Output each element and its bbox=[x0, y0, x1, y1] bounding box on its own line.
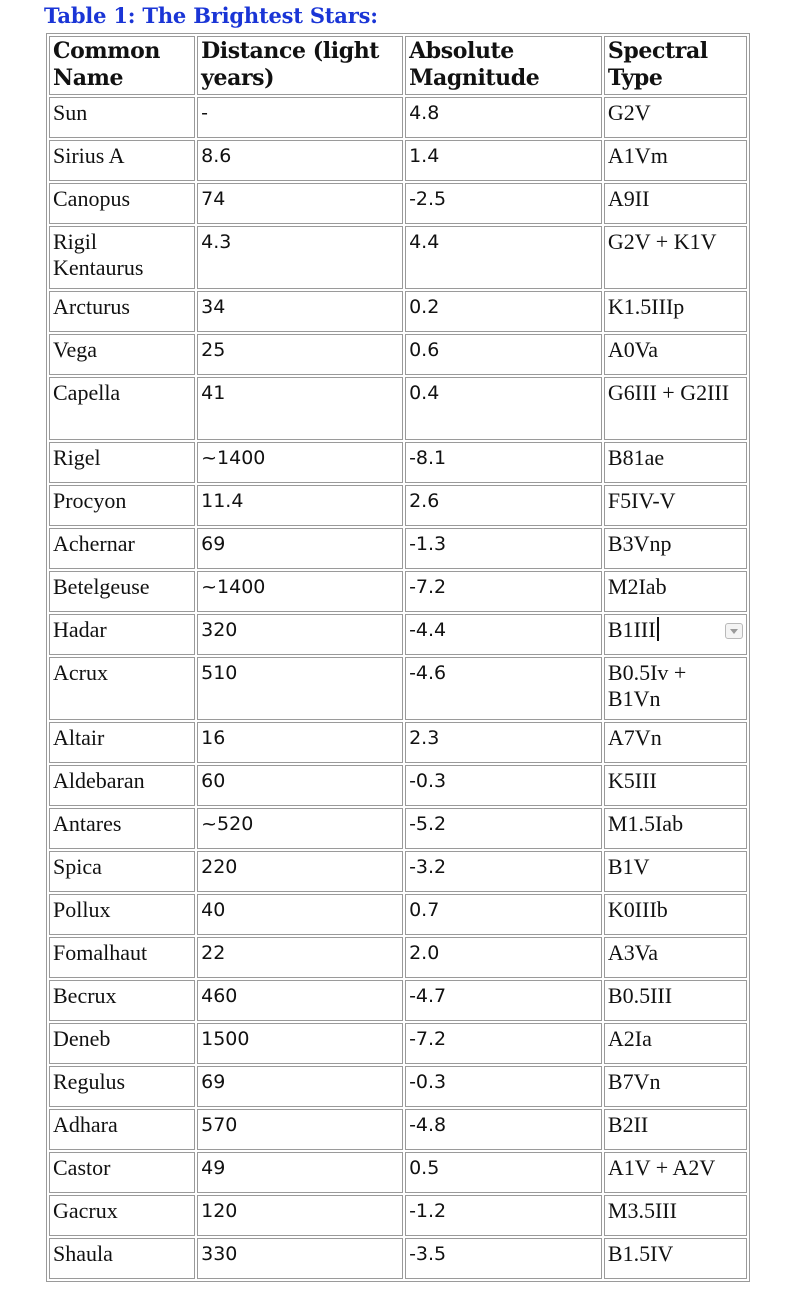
distance-cell-text: 34 bbox=[201, 296, 226, 318]
distance-cell-text: 49 bbox=[201, 1157, 226, 1179]
magnitude-cell bbox=[405, 980, 602, 1021]
distance-cell-text: 69 bbox=[201, 1071, 226, 1093]
star-name-cell bbox=[49, 765, 195, 806]
magnitude-cell bbox=[405, 528, 602, 569]
magnitude-cell-text: 2.6 bbox=[409, 490, 440, 512]
header-distance: Distance (light years) bbox=[197, 36, 403, 95]
magnitude-cell-text: -1.2 bbox=[409, 1200, 447, 1222]
distance-cell bbox=[197, 183, 403, 224]
star-name-cell-text: Procyon bbox=[53, 488, 127, 513]
magnitude-cell-text: -0.3 bbox=[409, 770, 447, 792]
distance-cell-text: 60 bbox=[201, 770, 226, 792]
star-name-cell bbox=[49, 980, 195, 1021]
table-row bbox=[49, 980, 747, 1021]
spectral-type-cell bbox=[604, 1066, 747, 1107]
star-name-cell-text: Sirius A bbox=[53, 143, 125, 168]
distance-cell-text: 11.4 bbox=[201, 490, 244, 512]
magnitude-cell bbox=[405, 1238, 602, 1279]
distance-cell bbox=[197, 937, 403, 978]
distance-cell bbox=[197, 291, 403, 332]
spectral-type-cell bbox=[604, 765, 747, 806]
star-name-cell bbox=[49, 334, 195, 375]
table-row bbox=[49, 765, 747, 806]
distance-cell-text: 4.3 bbox=[201, 231, 232, 253]
star-name-cell bbox=[49, 377, 195, 440]
spectral-type-cell bbox=[604, 291, 747, 332]
star-name-cell bbox=[49, 722, 195, 763]
distance-cell bbox=[197, 334, 403, 375]
star-name-cell bbox=[49, 97, 195, 138]
spectral-type-cell-text: A1Vm bbox=[607, 143, 668, 168]
distance-cell bbox=[197, 377, 403, 440]
star-name-cell bbox=[49, 851, 195, 892]
star-name-cell bbox=[49, 808, 195, 849]
spectral-type-cell bbox=[604, 140, 747, 181]
table-row bbox=[49, 657, 747, 720]
table-row bbox=[49, 1023, 747, 1064]
star-name-cell bbox=[49, 485, 195, 526]
magnitude-cell bbox=[405, 1109, 602, 1150]
star-name-cell-text: Vega bbox=[53, 337, 97, 362]
distance-cell bbox=[197, 1109, 403, 1150]
spectral-type-cell bbox=[604, 808, 747, 849]
table-row bbox=[49, 1238, 747, 1279]
star-name-cell bbox=[49, 657, 195, 720]
star-name-cell-text: Deneb bbox=[53, 1026, 111, 1051]
star-name-cell-text: Betelgeuse bbox=[53, 574, 150, 599]
distance-cell bbox=[197, 980, 403, 1021]
star-name-cell bbox=[49, 1152, 195, 1193]
magnitude-cell bbox=[405, 334, 602, 375]
star-name-cell bbox=[49, 1195, 195, 1236]
magnitude-cell bbox=[405, 97, 602, 138]
spectral-type-cell bbox=[604, 571, 747, 612]
table-row bbox=[49, 851, 747, 892]
distance-cell bbox=[197, 851, 403, 892]
spectral-type-cell-text: K5III bbox=[607, 768, 657, 793]
magnitude-cell-text: 0.4 bbox=[409, 382, 440, 404]
spectral-type-cell-text: M1.5Iab bbox=[607, 811, 684, 836]
magnitude-cell-text: 4.8 bbox=[409, 102, 440, 124]
magnitude-cell bbox=[405, 442, 602, 483]
star-name-cell bbox=[49, 442, 195, 483]
star-name-cell bbox=[49, 183, 195, 224]
spectral-type-cell-text: A9II bbox=[607, 186, 650, 211]
distance-cell bbox=[197, 140, 403, 181]
distance-cell bbox=[197, 657, 403, 720]
distance-cell bbox=[197, 1238, 403, 1279]
spectral-type-cell-text: G6III + G2III bbox=[607, 380, 730, 405]
spectral-type-cell-text: B7Vn bbox=[607, 1069, 661, 1094]
star-name-cell-text: Canopus bbox=[53, 186, 130, 211]
star-name-cell-text: Antares bbox=[53, 811, 122, 836]
spectral-type-cell-text: K0IIIb bbox=[607, 897, 668, 922]
magnitude-cell-text: -8.1 bbox=[409, 447, 447, 469]
table-header-row bbox=[49, 36, 747, 95]
spectral-type-cell[interactable] bbox=[604, 614, 747, 655]
magnitude-cell bbox=[405, 614, 602, 655]
header-common-name: Common Name bbox=[49, 36, 195, 95]
table-row bbox=[49, 808, 747, 849]
distance-cell-text: 69 bbox=[201, 533, 226, 555]
magnitude-cell-text: 2.3 bbox=[409, 727, 440, 749]
magnitude-cell bbox=[405, 937, 602, 978]
chevron-down-icon[interactable] bbox=[725, 623, 743, 639]
star-name-cell bbox=[49, 140, 195, 181]
distance-cell-text: 320 bbox=[201, 619, 238, 641]
distance-cell-text: 16 bbox=[201, 727, 226, 749]
spectral-type-cell bbox=[604, 1238, 747, 1279]
table-row bbox=[49, 183, 747, 224]
distance-cell bbox=[197, 722, 403, 763]
star-name-cell bbox=[49, 226, 195, 289]
star-name-cell bbox=[49, 291, 195, 332]
star-name-cell-text: Aldebaran bbox=[53, 768, 145, 793]
star-name-cell-text: Pollux bbox=[53, 897, 111, 922]
star-name-cell-text: Altair bbox=[53, 725, 105, 750]
text-cursor bbox=[657, 617, 659, 641]
spectral-type-cell bbox=[604, 485, 747, 526]
magnitude-cell bbox=[405, 851, 602, 892]
star-name-cell bbox=[49, 571, 195, 612]
table-row bbox=[49, 937, 747, 978]
star-name-cell-text: Arcturus bbox=[53, 294, 130, 319]
spectral-type-cell bbox=[604, 226, 747, 289]
star-name-cell bbox=[49, 1109, 195, 1150]
star-name-cell bbox=[49, 1066, 195, 1107]
magnitude-cell bbox=[405, 226, 602, 289]
star-name-cell-text: Castor bbox=[53, 1155, 111, 1180]
spectral-type-cell-text: K1.5IIIp bbox=[607, 294, 685, 319]
spectral-type-cell bbox=[604, 722, 747, 763]
magnitude-cell-text: 2.0 bbox=[409, 942, 440, 964]
star-name-cell-text: Rigel bbox=[53, 445, 101, 470]
table-row bbox=[49, 894, 747, 935]
table-row bbox=[49, 571, 747, 612]
distance-cell bbox=[197, 1066, 403, 1107]
spectral-type-cell-text: G2V + K1V bbox=[607, 229, 717, 254]
table-row bbox=[49, 722, 747, 763]
star-name-cell bbox=[49, 614, 195, 655]
spectral-type-cell-text: A3Va bbox=[607, 940, 659, 965]
distance-cell-text: 1500 bbox=[201, 1028, 250, 1050]
distance-cell-text: 220 bbox=[201, 856, 238, 878]
star-name-cell-text: Capella bbox=[53, 380, 121, 405]
distance-cell-text: 570 bbox=[201, 1114, 238, 1136]
magnitude-cell bbox=[405, 377, 602, 440]
distance-cell-text: ~520 bbox=[201, 813, 254, 835]
table-row bbox=[49, 442, 747, 483]
distance-cell bbox=[197, 614, 403, 655]
spectral-type-cell-text: A2Ia bbox=[607, 1026, 652, 1051]
spectral-type-cell-text: B1V bbox=[607, 854, 650, 879]
spectral-type-cell bbox=[604, 1152, 747, 1193]
magnitude-cell bbox=[405, 1066, 602, 1107]
star-name-cell-text: Rigil Kentaurus bbox=[53, 229, 144, 280]
distance-cell-text: 510 bbox=[201, 662, 238, 684]
table-row bbox=[49, 528, 747, 569]
distance-cell bbox=[197, 442, 403, 483]
spectral-type-cell bbox=[604, 334, 747, 375]
star-name-cell-text: Sun bbox=[53, 100, 88, 125]
spectral-type-cell-text: M3.5III bbox=[607, 1198, 677, 1223]
spectral-type-cell-text: G2V bbox=[607, 100, 651, 125]
star-name-cell-text: Hadar bbox=[53, 617, 107, 642]
star-name-cell-text: Shaula bbox=[53, 1241, 113, 1266]
table-row bbox=[49, 226, 747, 289]
spectral-type-cell bbox=[604, 1195, 747, 1236]
distance-cell bbox=[197, 808, 403, 849]
magnitude-cell bbox=[405, 808, 602, 849]
star-name-cell bbox=[49, 894, 195, 935]
table-row bbox=[49, 377, 747, 440]
spectral-type-cell bbox=[604, 894, 747, 935]
magnitude-cell-text: -3.5 bbox=[409, 1243, 447, 1265]
spectral-type-cell-text: B0.5III bbox=[607, 983, 673, 1008]
table-row bbox=[49, 291, 747, 332]
magnitude-cell bbox=[405, 1195, 602, 1236]
magnitude-cell bbox=[405, 657, 602, 720]
header-spectral-type: Spectral Type bbox=[604, 36, 747, 95]
table-row bbox=[49, 334, 747, 375]
distance-cell-text: 40 bbox=[201, 899, 226, 921]
distance-cell-text: 25 bbox=[201, 339, 226, 361]
distance-cell bbox=[197, 894, 403, 935]
star-name-cell bbox=[49, 1023, 195, 1064]
spectral-type-cell-text: B3Vnp bbox=[607, 531, 672, 556]
distance-cell-text: 120 bbox=[201, 1200, 238, 1222]
distance-cell bbox=[197, 1152, 403, 1193]
star-name-cell-text: Gacrux bbox=[53, 1198, 118, 1223]
magnitude-cell bbox=[405, 765, 602, 806]
star-name-cell-text: Achernar bbox=[53, 531, 135, 556]
magnitude-cell bbox=[405, 722, 602, 763]
spectral-type-cell bbox=[604, 937, 747, 978]
distance-cell-text: 74 bbox=[201, 188, 226, 210]
magnitude-cell-text: 0.7 bbox=[409, 899, 440, 921]
distance-cell-text: 22 bbox=[201, 942, 226, 964]
magnitude-cell bbox=[405, 571, 602, 612]
spectral-type-cell bbox=[604, 657, 747, 720]
spectral-type-cell bbox=[604, 97, 747, 138]
distance-cell bbox=[197, 1195, 403, 1236]
table-row bbox=[49, 1152, 747, 1193]
distance-cell-text: ~1400 bbox=[201, 576, 266, 598]
magnitude-cell-text: 0.6 bbox=[409, 339, 440, 361]
spectral-type-cell-text: M2Iab bbox=[607, 574, 667, 599]
distance-cell bbox=[197, 485, 403, 526]
spectral-type-cell-text: F5IV-V bbox=[607, 488, 676, 513]
spectral-type-cell bbox=[604, 442, 747, 483]
spectral-type-cell-text: B81ae bbox=[607, 445, 665, 470]
table-body bbox=[49, 97, 747, 1279]
magnitude-cell bbox=[405, 1152, 602, 1193]
magnitude-cell-text: -4.6 bbox=[409, 662, 447, 684]
magnitude-cell-text: -4.8 bbox=[409, 1114, 447, 1136]
spectral-type-cell-text: A1V + A2V bbox=[607, 1155, 716, 1180]
table-row bbox=[49, 97, 747, 138]
brightest-stars-table bbox=[46, 33, 750, 1282]
spectral-type-cell-text: B2II bbox=[607, 1112, 649, 1137]
distance-cell bbox=[197, 1023, 403, 1064]
distance-cell-text: - bbox=[201, 102, 208, 124]
distance-cell bbox=[197, 528, 403, 569]
spectral-type-cell-text: A0Va bbox=[607, 337, 659, 362]
spectral-type-cell bbox=[604, 528, 747, 569]
distance-cell bbox=[197, 765, 403, 806]
magnitude-cell bbox=[405, 291, 602, 332]
star-name-cell-text: Spica bbox=[53, 854, 102, 879]
magnitude-cell-text: 0.2 bbox=[409, 296, 440, 318]
table-row bbox=[49, 1066, 747, 1107]
table-row bbox=[49, 485, 747, 526]
star-name-cell bbox=[49, 937, 195, 978]
spectral-type-cell-text: B1III bbox=[607, 617, 656, 642]
spectral-type-cell-text: B1.5IV bbox=[607, 1241, 674, 1266]
magnitude-cell bbox=[405, 1023, 602, 1064]
distance-cell bbox=[197, 97, 403, 138]
magnitude-cell bbox=[405, 183, 602, 224]
magnitude-cell-text: -3.2 bbox=[409, 856, 447, 878]
spectral-type-cell-text: B0.5Iv + B1Vn bbox=[607, 660, 687, 711]
star-name-cell-text: Fomalhaut bbox=[53, 940, 148, 965]
spectral-type-cell bbox=[604, 980, 747, 1021]
star-name-cell-text: Acrux bbox=[53, 660, 108, 685]
spectral-type-cell bbox=[604, 1109, 747, 1150]
magnitude-cell bbox=[405, 894, 602, 935]
magnitude-cell-text: 0.5 bbox=[409, 1157, 440, 1179]
magnitude-cell-text: 1.4 bbox=[409, 145, 440, 167]
spectral-type-cell bbox=[604, 1023, 747, 1064]
distance-cell bbox=[197, 226, 403, 289]
magnitude-cell-text: -5.2 bbox=[409, 813, 447, 835]
magnitude-cell-text: -2.5 bbox=[409, 188, 447, 210]
magnitude-cell-text: -4.4 bbox=[409, 619, 447, 641]
magnitude-cell bbox=[405, 140, 602, 181]
table-row bbox=[49, 1195, 747, 1236]
spectral-type-cell bbox=[604, 851, 747, 892]
header-absolute-magnitude: Absolute Magnitude bbox=[405, 36, 602, 95]
table-row bbox=[49, 1109, 747, 1150]
magnitude-cell-text: -7.2 bbox=[409, 576, 447, 598]
distance-cell-text: 460 bbox=[201, 985, 238, 1007]
spectral-type-cell bbox=[604, 183, 747, 224]
distance-cell-text: 330 bbox=[201, 1243, 238, 1265]
spectral-type-cell-text: A7Vn bbox=[607, 725, 662, 750]
star-name-cell-text: Adhara bbox=[53, 1112, 118, 1137]
star-name-cell-text: Becrux bbox=[53, 983, 117, 1008]
table-row bbox=[49, 614, 747, 655]
magnitude-cell-text: 4.4 bbox=[409, 231, 440, 253]
distance-cell-text: 8.6 bbox=[201, 145, 232, 167]
table-caption: Table 1: The Brightest Stars: bbox=[44, 3, 378, 28]
magnitude-cell-text: -1.3 bbox=[409, 533, 447, 555]
spectral-type-cell bbox=[604, 377, 747, 440]
distance-cell bbox=[197, 571, 403, 612]
distance-cell-text: 41 bbox=[201, 382, 226, 404]
magnitude-cell-text: -0.3 bbox=[409, 1071, 447, 1093]
magnitude-cell bbox=[405, 485, 602, 526]
table-row bbox=[49, 140, 747, 181]
star-name-cell bbox=[49, 1238, 195, 1279]
magnitude-cell-text: -7.2 bbox=[409, 1028, 447, 1050]
distance-cell-text: ~1400 bbox=[201, 447, 266, 469]
magnitude-cell-text: -4.7 bbox=[409, 985, 447, 1007]
star-name-cell bbox=[49, 528, 195, 569]
star-name-cell-text: Regulus bbox=[53, 1069, 126, 1094]
